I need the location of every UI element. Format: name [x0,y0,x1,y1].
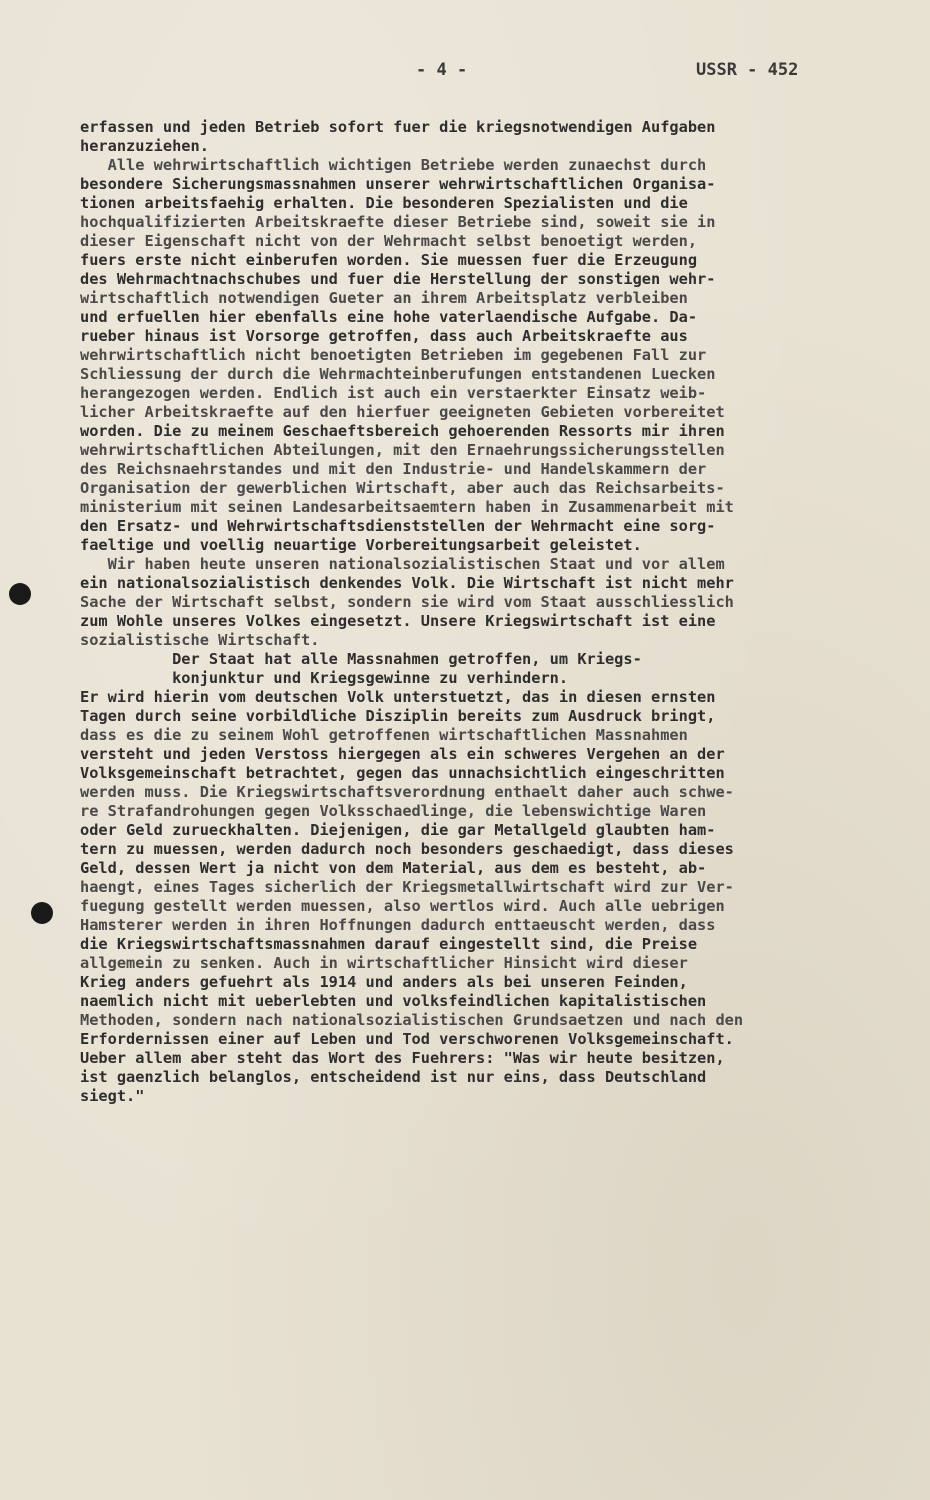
text-line: Sache der Wirtschaft selbst, sondern sie wird vom Staat ausschliesslich [80,593,734,611]
page-number: - 4 - [416,60,468,80]
text-line: Der Staat hat alle Massnahmen getroffen, um Kriegs- [80,650,642,668]
text-line: herangezogen werden. Endlich ist auch ein verstaerkter Einsatz weib- [80,384,707,402]
text-line: wirtschaftlich notwendigen Gueter an ihrem Arbeitsplatz verbleiben [80,289,688,307]
text-line: Alle wehrwirtschaftlich wichtigen Betriebe werden zunaechst durch [80,156,707,174]
text-line: ministerium mit seinen Landesarbeitsaemtern haben in Zusammenarbeit mit [80,498,734,516]
text-line: des Wehrmachtnachschubes und fuer die Herstellung der sonstigen wehr- [80,270,716,288]
text-line: Krieg anders gefuehrt als 1914 und anders als bei unseren Feinden, [80,973,688,991]
text-line: Tagen durch seine vorbildliche Disziplin bereits zum Ausdruck bringt, [80,707,716,725]
text-line: Wir haben heute unseren nationalsozialistischen Staat und vor allem [80,555,725,573]
text-line: faeltige und voellig neuartige Vorbereitungsarbeit geleistet. [80,536,642,554]
text-line: dieser Eigenschaft nicht von der Wehrmacht selbst benoetigt werden, [80,232,698,250]
text-line: sozialistische Wirtschaft. [80,631,320,649]
text-line: Volksgemeinschaft betrachtet, gegen das unnachsichtlich eingeschritten [80,764,725,782]
text-line: licher Arbeitskraefte auf den hierfuer geeigneten Gebieten vorbereitet [80,403,725,421]
text-line: den Ersatz- und Wehrwirtschaftsdienststellen der Wehrmacht eine sorg- [80,517,716,535]
text-line: Organisation der gewerblichen Wirtschaft, aber auch das Reichsarbeits- [80,479,725,497]
document-body [80,118,910,1106]
text-line: die Kriegswirtschaftsmassnahmen darauf eingestellt sind, die Preise [80,935,698,953]
text-line: ein nationalsozialistisch denkendes Volk. Die Wirtschaft ist nicht mehr [80,574,734,592]
text-line: Schliessung der durch die Wehrmachteinberufungen entstandenen Luecken [80,365,716,383]
text-line: werden muss. Die Kriegswirtschaftsverordnung enthaelt daher auch schwe- [80,783,734,801]
punch-hole [31,902,53,924]
text-line: Ueber allem aber steht das Wort des Fuehrers: "Was wir heute besitzen, [80,1049,725,1067]
text-line: zum Wohle unseres Volkes eingesetzt. Unsere Kriegswirtschaft ist eine [80,612,716,630]
text-line: hochqualifizierten Arbeitskraefte dieser Betriebe sind, soweit sie in [80,213,716,231]
text-line: oder Geld zurueckhalten. Diejenigen, die gar Metallgeld glaubten ham- [80,821,716,839]
text-line: wehrwirtschaftlich nicht benoetigten Betrieben im gegebenen Fall zur [80,346,707,364]
text-line: haengt, eines Tages sicherlich der Kriegsmetallwirtschaft wird zur Ver- [80,878,734,896]
text-line: Erfordernissen einer auf Leben und Tod verschworenen Volksgemeinschaft. [80,1030,734,1048]
text-line: siegt." [80,1087,145,1105]
text-line: heranzuziehen. [80,137,209,155]
text-line: allgemein zu senken. Auch in wirtschaftlicher Hinsicht wird dieser [80,954,688,972]
text-line: re Strafandrohungen gegen Volksschaedlinge, die lebenswichtige Waren [80,802,707,820]
text-line: naemlich nicht mit ueberlebten und volksfeindlichen kapitalistischen [80,992,707,1010]
text-line: dass es die zu seinem Wohl getroffenen wirtschaftlichen Massnahmen [80,726,688,744]
text-line: fuegung gestellt werden muessen, also wertlos wird. Auch alle uebrigen [80,897,725,915]
text-line: worden. Die zu meinem Geschaeftsbereich gehoerenden Ressorts mir ihren [80,422,725,440]
text-line: erfassen und jeden Betrieb sofort fuer die kriegsnotwendigen Aufgaben [80,118,716,136]
text-line: besondere Sicherungsmassnahmen unserer wehrwirtschaftlichen Organisa- [80,175,716,193]
document-reference: USSR - 452 [696,60,799,80]
page-header [0,60,930,84]
text-line: Methoden, sondern nach nationalsozialistischen Grundsaetzen und nach den [80,1011,744,1029]
text-line: tionen arbeitsfaehig erhalten. Die besonderen Spezialisten und die [80,194,688,212]
text-line: fuers erste nicht einberufen worden. Sie muessen fuer die Erzeugung [80,251,698,269]
text-line: des Reichsnaehrstandes und mit den Industrie- und Handelskammern der [80,460,707,478]
punch-hole [9,583,31,605]
text-line: ist gaenzlich belanglos, entscheidend ist nur eins, dass Deutschland [80,1068,707,1086]
text-line: Geld, dessen Wert ja nicht von dem Material, aus dem es besteht, ab- [80,859,707,877]
text-line: wehrwirtschaftlichen Abteilungen, mit den Ernaehrungssicherungsstellen [80,441,725,459]
text-line: Hamsterer werden in ihren Hoffnungen dadurch enttaeuscht werden, dass [80,916,716,934]
text-line: konjunktur und Kriegsgewinne zu verhindern. [80,669,569,687]
text-line: rueber hinaus ist Vorsorge getroffen, dass auch Arbeitskraefte aus [80,327,688,345]
text-line: tern zu muessen, werden dadurch noch besonders geschaedigt, dass dieses [80,840,734,858]
text-line: und erfuellen hier ebenfalls eine hohe vaterlaendische Aufgabe. Da- [80,308,698,326]
text-line: versteht und jeden Verstoss hiergegen als ein schweres Vergehen an der [80,745,725,763]
text-line: Er wird hierin vom deutschen Volk unterstuetzt, das in diesen ernsten [80,688,716,706]
